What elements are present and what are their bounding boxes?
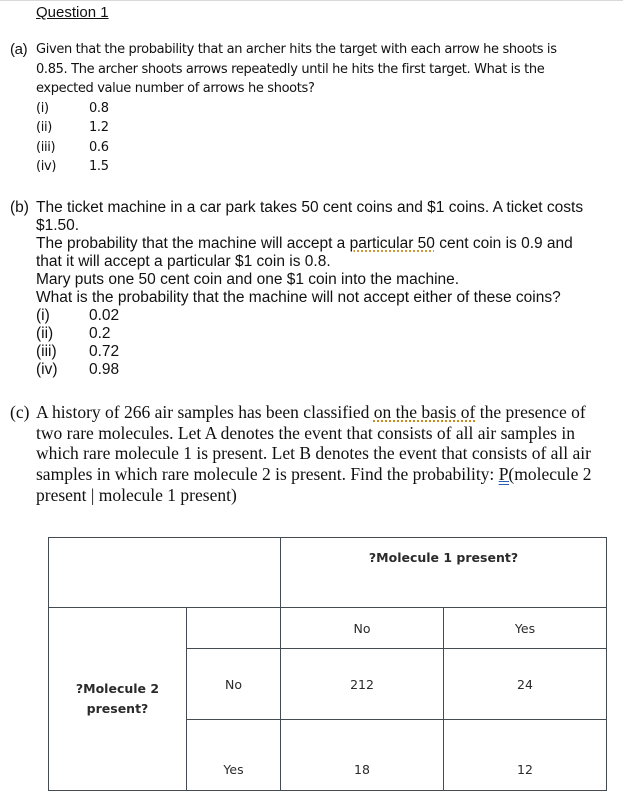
option-number: (i) bbox=[36, 100, 49, 116]
option-number: (iii) bbox=[36, 343, 57, 360]
question-line bbox=[36, 464, 592, 485]
option-number: (iv) bbox=[36, 361, 58, 378]
option-number: (i) bbox=[36, 307, 50, 324]
answer-option bbox=[36, 118, 557, 138]
table-header-row bbox=[49, 538, 607, 608]
contingency-table bbox=[48, 537, 607, 791]
column-header-yes: Yes bbox=[444, 608, 607, 649]
text-run: A history of 266 air samples has been classified bbox=[36, 402, 374, 422]
question-line: $1.50. bbox=[36, 217, 80, 234]
answer-option bbox=[36, 307, 583, 325]
question-line bbox=[36, 235, 583, 253]
option-value: 0.2 bbox=[89, 325, 111, 342]
grammar-flagged-text: on the basis of bbox=[373, 402, 476, 422]
option-value: 0.02 bbox=[89, 307, 120, 324]
empty-corner-cell bbox=[49, 538, 281, 608]
option-number: (ii) bbox=[36, 325, 54, 342]
question-line: What is the probability that the machine will not accept either of these coins? bbox=[36, 289, 561, 306]
column-header-no: No bbox=[281, 608, 444, 649]
part-a-body bbox=[36, 40, 557, 177]
option-number: (iv) bbox=[36, 159, 57, 174]
table-cell: 12 bbox=[444, 720, 607, 791]
table-cell: 212 bbox=[281, 649, 444, 720]
question-line bbox=[36, 402, 592, 423]
part-label: (a) bbox=[10, 41, 28, 58]
spelling-flagged-text: P( bbox=[498, 464, 515, 485]
option-number: (ii) bbox=[36, 120, 52, 135]
answer-option bbox=[36, 343, 583, 361]
option-value: 0.72 bbox=[89, 343, 120, 360]
empty-cell bbox=[187, 608, 281, 649]
option-value: 1.2 bbox=[89, 120, 109, 135]
option-value: 0.98 bbox=[89, 361, 120, 378]
answer-option bbox=[36, 325, 583, 343]
option-value: 0.6 bbox=[89, 139, 109, 155]
question-line: two rare molecules. Let A denotes the event that consists of all air samples in bbox=[36, 422, 575, 443]
answer-option bbox=[36, 157, 557, 177]
row-label: Yes bbox=[187, 720, 281, 791]
question-line: 0.85. The archer shoots arrows repeatedly until he hits the first target. What is the bbox=[36, 61, 545, 77]
text-run: cent coin is 0.9 and bbox=[434, 235, 573, 252]
text-run: the presence of bbox=[475, 402, 586, 422]
question-line: Given that the probability that an archer hits the target with each arrow he shoots is bbox=[36, 42, 557, 57]
question-line: The ticket machine in a car park takes 50 cent coins and $1 coins. A ticket costs bbox=[36, 199, 584, 216]
question-line: present | molecule 1 present) bbox=[36, 484, 237, 505]
question-title: Question 1 bbox=[36, 4, 109, 21]
option-value: 0.8 bbox=[89, 100, 109, 116]
table-cell: 24 bbox=[444, 649, 607, 720]
answer-option bbox=[36, 138, 557, 158]
table-cell: 18 bbox=[281, 720, 444, 791]
grammar-flagged-text: particular 50 bbox=[349, 235, 435, 252]
question-line: Mary puts one 50 cent coin and one $1 coin into the machine. bbox=[36, 271, 460, 288]
question-line: expected value number of arrows he shoots? bbox=[36, 81, 315, 96]
text-run: The probability that the machine will accept a bbox=[36, 235, 350, 252]
option-number: (iii) bbox=[36, 139, 56, 155]
option-value: 1.5 bbox=[89, 159, 109, 174]
answer-option bbox=[36, 361, 583, 379]
part-b-body bbox=[36, 199, 583, 379]
table-subheader-row bbox=[49, 608, 607, 649]
part-c-body bbox=[36, 402, 592, 506]
answer-option bbox=[36, 99, 557, 119]
row-group-header-text: ?Molecule 2 present? bbox=[75, 681, 160, 716]
text-run: molecule 2 bbox=[514, 464, 592, 485]
row-group-header bbox=[49, 608, 187, 791]
row-label: No bbox=[187, 649, 281, 720]
column-group-header: ?Molecule 1 present? bbox=[281, 538, 607, 608]
text-run: samples in which rare molecule 2 is present. Find the probability: bbox=[36, 464, 499, 485]
part-label: (b) bbox=[10, 199, 29, 216]
top-divider bbox=[0, 0, 623, 1]
part-label: (c) bbox=[10, 402, 30, 422]
question-line: that it will accept a particular $1 coin is 0.8. bbox=[36, 253, 331, 270]
question-line: which rare molecule 1 is present. Let B denotes the event that consists of all air bbox=[36, 443, 591, 464]
